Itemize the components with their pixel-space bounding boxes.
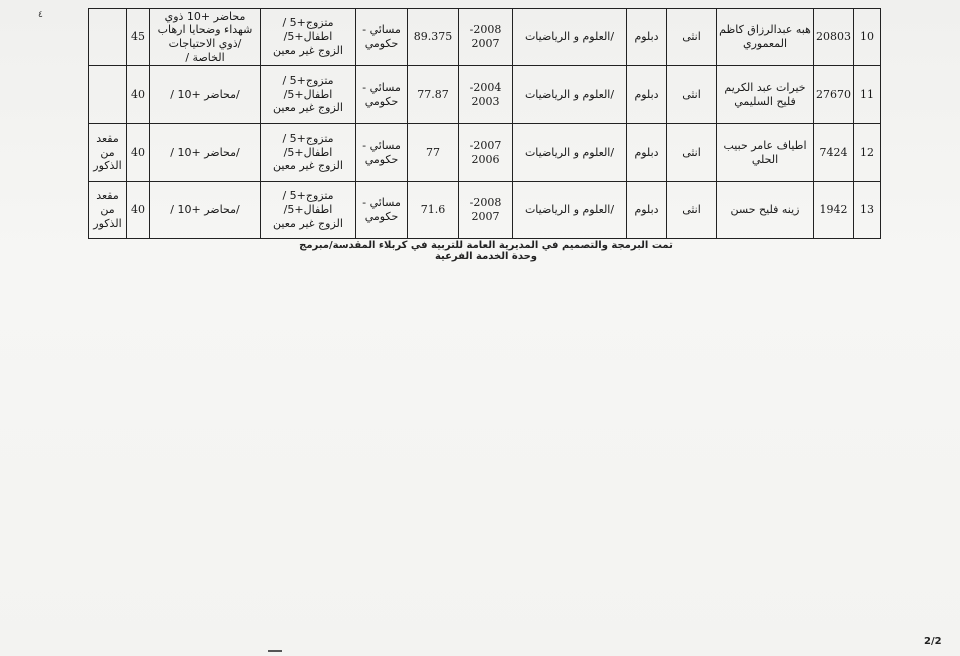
cell-average: 89.375 bbox=[408, 9, 459, 66]
cell-gender: انثى bbox=[667, 9, 717, 66]
cell-gender: انثى bbox=[667, 66, 717, 124]
cell-total: 40 bbox=[127, 124, 150, 182]
cell-seq: 11 bbox=[854, 66, 881, 124]
bottom-mark bbox=[268, 650, 282, 652]
cell-name: هبه عبدالرزاق كاظم المعموري bbox=[717, 9, 814, 66]
cell-id: 7424 bbox=[814, 124, 854, 182]
cell-years: 2007- 2006 bbox=[459, 124, 513, 182]
cell-notes: مقعد من الذكور bbox=[89, 182, 127, 239]
cell-id: 27670 bbox=[814, 66, 854, 124]
cell-certificate: دبلوم bbox=[627, 66, 667, 124]
cell-certificate: دبلوم bbox=[627, 124, 667, 182]
cell-extra: /محاضر +10 / bbox=[150, 182, 261, 239]
cell-specialization: /العلوم و الرياضيات bbox=[513, 124, 627, 182]
cell-gender: انثى bbox=[667, 124, 717, 182]
table-row bbox=[89, 124, 881, 182]
cell-marital: متزوج+5 / اطفال+5/ الزوج غير معين bbox=[261, 124, 356, 182]
cell-total: 45 bbox=[127, 9, 150, 66]
cell-name: اطياف عامر حبيب الحلي bbox=[717, 124, 814, 182]
cell-seq: 10 bbox=[854, 9, 881, 66]
cell-specialization: /العلوم و الرياضيات bbox=[513, 9, 627, 66]
cell-certificate: دبلوم bbox=[627, 182, 667, 239]
cell-study-type: مسائي - حكومي bbox=[356, 9, 408, 66]
cell-certificate: دبلوم bbox=[627, 9, 667, 66]
cell-marital: متزوج+5 / اطفال+5/ الزوج غير معين bbox=[261, 182, 356, 239]
corner-mark: ٤ bbox=[38, 10, 43, 20]
table-row bbox=[89, 182, 881, 239]
cell-id: 1942 bbox=[814, 182, 854, 239]
cell-extra: /محاضر +10 / bbox=[150, 66, 261, 124]
cell-id: 20803 bbox=[814, 9, 854, 66]
table-row bbox=[89, 66, 881, 124]
cell-total: 40 bbox=[127, 66, 150, 124]
cell-years: 2004- 2003 bbox=[459, 66, 513, 124]
table-row bbox=[89, 9, 881, 66]
cell-notes: مقعد من الذكور bbox=[89, 124, 127, 182]
cell-study-type: مسائي - حكومي bbox=[356, 124, 408, 182]
cell-study-type: مسائي - حكومي bbox=[356, 66, 408, 124]
cell-notes bbox=[89, 9, 127, 66]
cell-years: 2008- 2007 bbox=[459, 9, 513, 66]
cell-study-type: مسائي - حكومي bbox=[356, 182, 408, 239]
cell-extra: /محاضر +10 / bbox=[150, 124, 261, 182]
cell-marital: متزوج+5 / اطفال+5/ الزوج غير معين bbox=[261, 9, 356, 66]
cell-name: زينه فليح حسن bbox=[717, 182, 814, 239]
cell-notes bbox=[89, 66, 127, 124]
cell-gender: انثى bbox=[667, 182, 717, 239]
cell-total: 40 bbox=[127, 182, 150, 239]
cell-specialization: /العلوم و الرياضيات bbox=[513, 66, 627, 124]
cell-average: 77 bbox=[408, 124, 459, 182]
cell-seq: 12 bbox=[854, 124, 881, 182]
cell-average: 71.6 bbox=[408, 182, 459, 239]
cell-specialization: /العلوم و الرياضيات bbox=[513, 182, 627, 239]
cell-average: 77.87 bbox=[408, 66, 459, 124]
page-number: 2/2 bbox=[924, 636, 942, 647]
cell-extra: محاضر +10 ذوي شهداء وضحايا ارهاب /ذوي الاحتياجات الخاصة / bbox=[150, 9, 261, 66]
cell-years: 2008- 2007 bbox=[459, 182, 513, 239]
cell-name: خيرات عبد الكريم فليح السليمي bbox=[717, 66, 814, 124]
roster-table bbox=[88, 8, 881, 239]
cell-seq: 13 bbox=[854, 182, 881, 239]
footer-credit: تمت البرمجة والتصميم في المديرية العامة للتربية في كربلاء المقدسة/مبرمج وحدة الخدمة الفرعية bbox=[299, 240, 673, 262]
cell-marital: متزوج+5 / اطفال+5/ الزوج غير معين bbox=[261, 66, 356, 124]
